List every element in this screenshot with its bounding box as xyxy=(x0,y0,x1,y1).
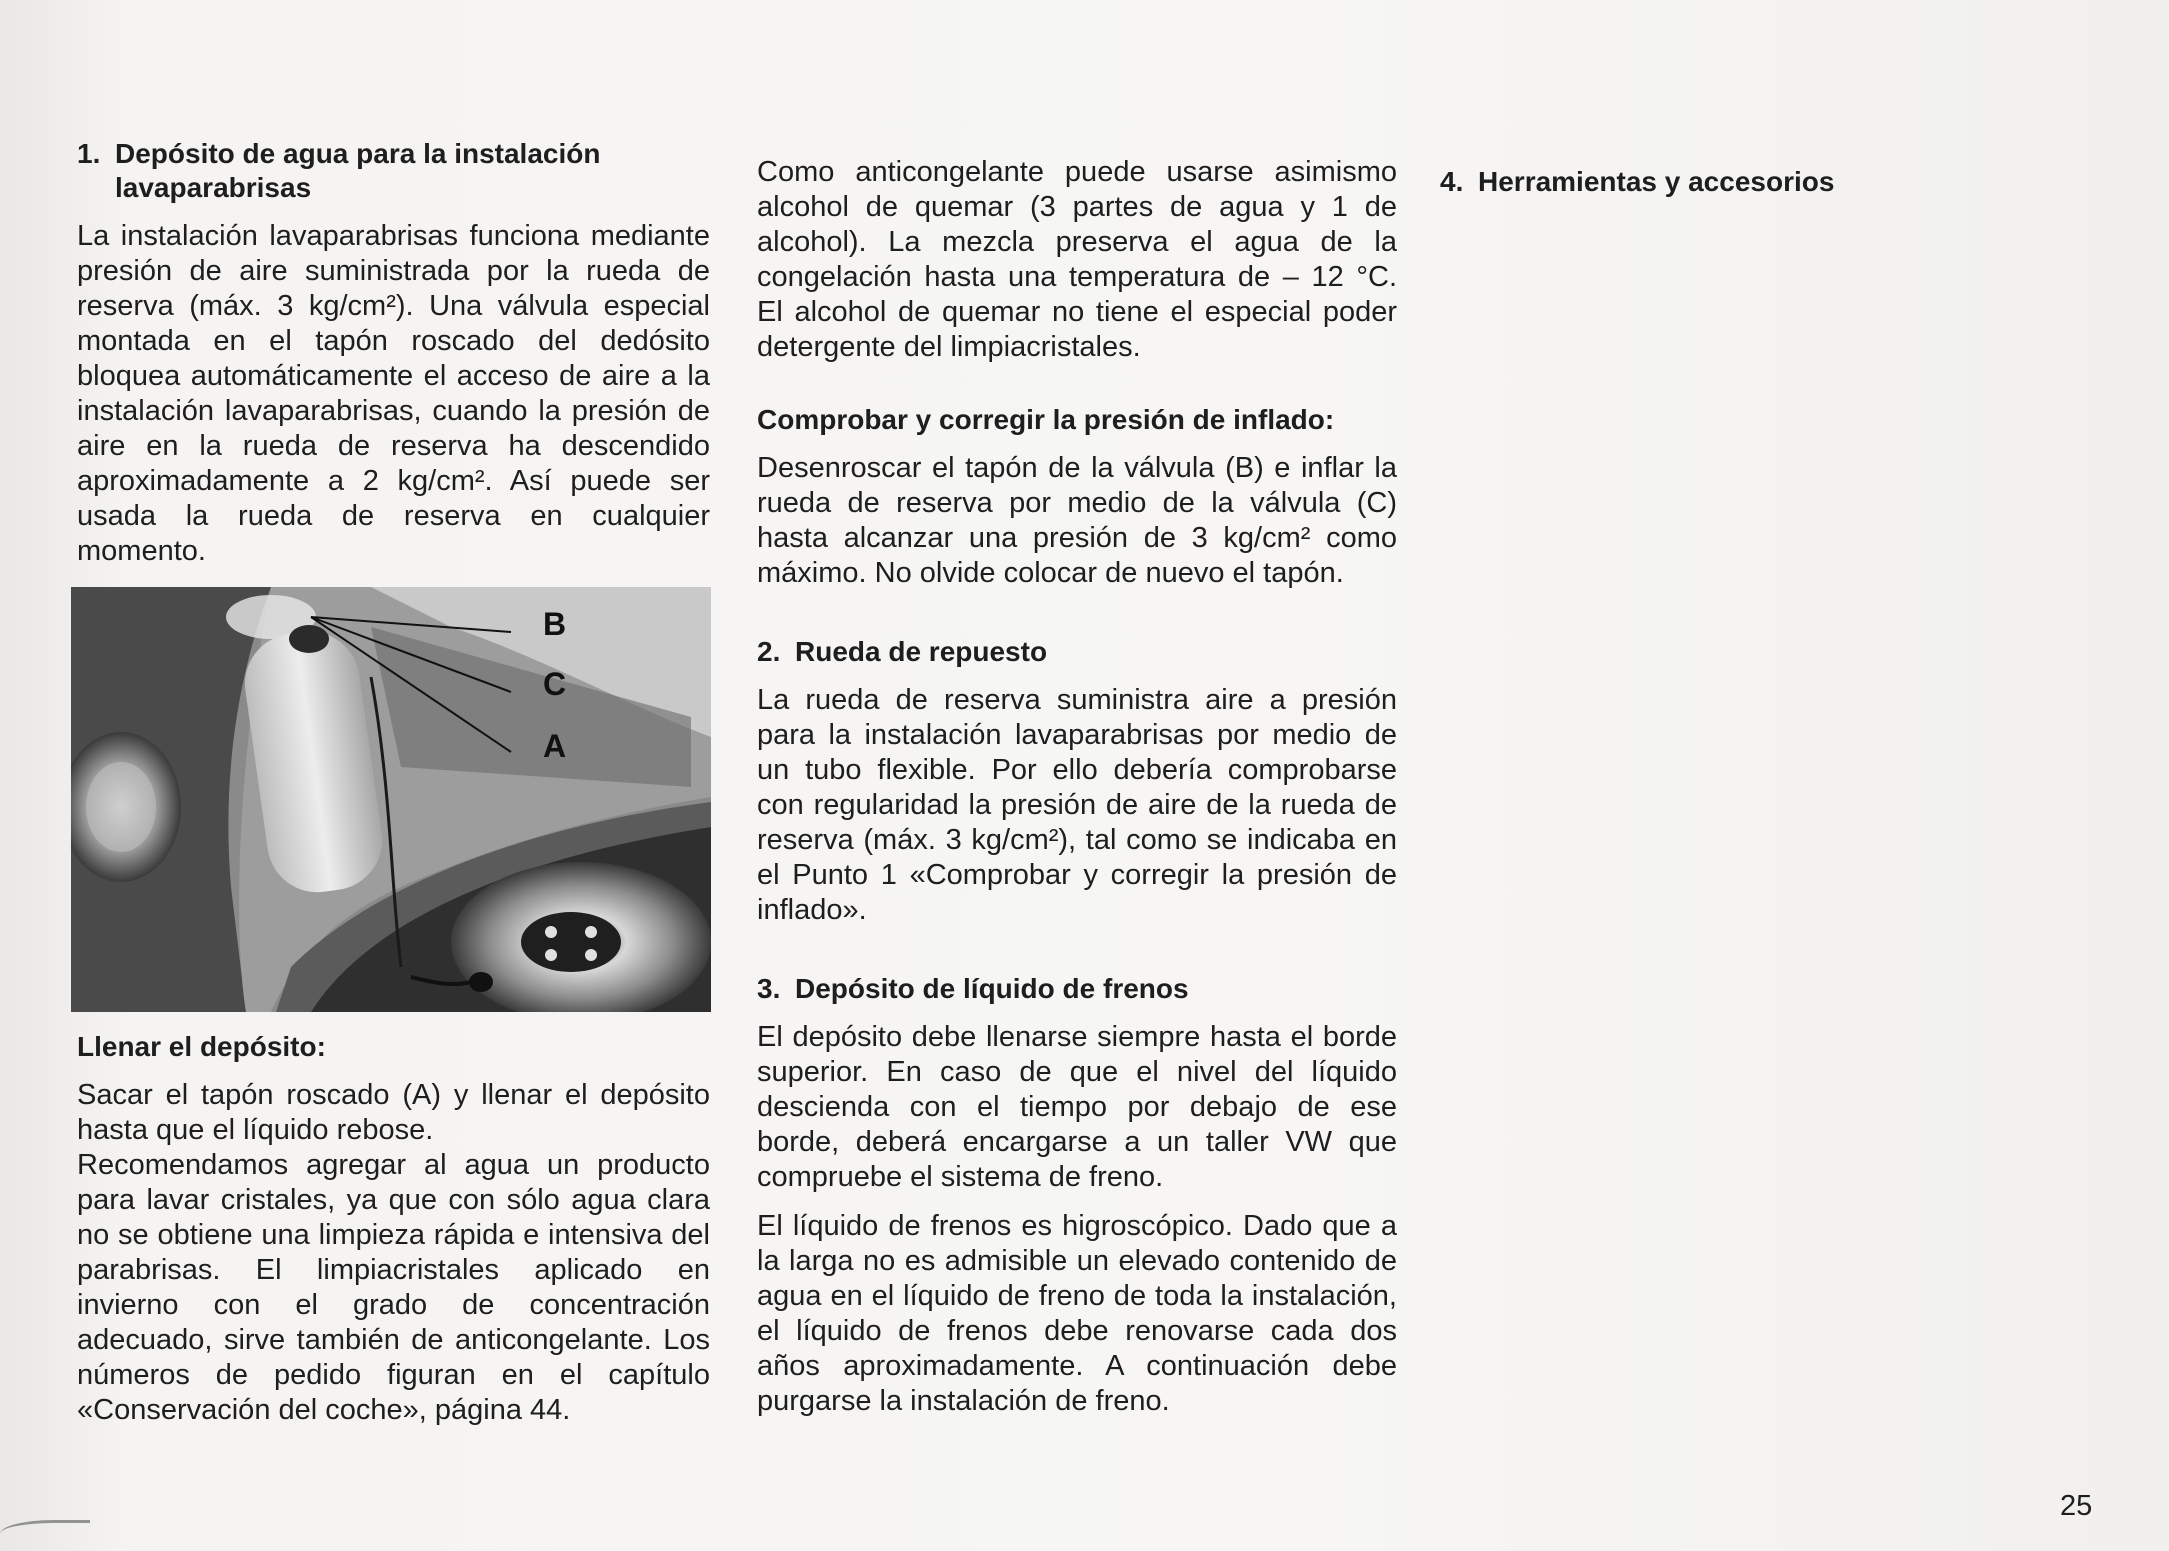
section-2-body: La rueda de reserva suministra aire a presión para la instalación lavaparabrisas por medio de un tubo flexible. Por ello debería comprobarse con regularidad la presión de aire de la rueda de reserva (máx. 3 kg/cm²), tal como se indicaba en el Punto 1 «Comprobar y corregir la presión de inflado». xyxy=(757,684,1397,926)
section-3-title: Depósito de líquido de frenos xyxy=(795,973,1189,1004)
check-pressure-body: Desenroscar el tapón de la válvula (B) e inflar la rueda de reserva por medio de la válvula (C) hasta alcanzar una presión de 3 kg/cm² como máximo. No olvide colocar de nuevo el tapón. xyxy=(757,452,1397,589)
section-4-title: Herramientas y accesorios xyxy=(1478,166,1835,197)
section-1-title-line1: Depósito de agua para la instalación xyxy=(115,138,601,169)
section-2-title: Rueda de repuesto xyxy=(795,636,1048,667)
section-1-title-line2: lavaparabrisas xyxy=(115,172,312,203)
check-pressure-heading: Comprobar y corregir la presión de inflado: xyxy=(757,404,1335,435)
washer-reservoir-illustration xyxy=(71,587,711,1012)
figure-label-b: B xyxy=(543,606,567,642)
page-edge-curl xyxy=(0,1520,90,1543)
washer-reservoir-photo xyxy=(71,587,711,1012)
section-3-paragraph-2: El líquido de frenos es higroscópico. Dado que a la larga no es admisible un elevado contenido de agua en el líquido de freno de toda la instalación, el líquido de frenos debe renovarse cada dos años aproximadamente. A continuación debe purgarse la instalación de freno. xyxy=(757,1210,1397,1417)
section-1-body: La instalación lavaparabrisas funciona mediante presión de aire suministrada por la rueda de reserva (máx. 3 kg/cm²). Una válvula especial montada en el tapón roscado del dedósito bloquea automáticamente el acceso de aire a la instalación lavaparabrisas, cuando la presión de aire en la rueda de reserva ha descendido aproximadamente a 2 kg/cm². Así puede ser usada la rueda de reserva en cualquier momento. xyxy=(77,220,710,567)
section-2-heading xyxy=(757,635,1397,669)
section-4-number: 4. xyxy=(1440,166,1464,197)
page-number: 25 xyxy=(2060,1490,2093,1522)
fill-heading: Llenar el depósito: xyxy=(77,1031,326,1062)
section-3-number: 3. xyxy=(757,973,781,1004)
column-middle xyxy=(757,155,1397,1419)
section-1-number: 1. xyxy=(77,138,101,169)
figure-label-a: A xyxy=(543,728,567,764)
fill-paragraph-1: Sacar el tapón roscado (A) y llenar el depósito hasta que el líquido rebose. xyxy=(77,1079,710,1146)
fill-paragraph-2: Recomendamos agregar al agua un producto para lavar cristales, ya que con sólo agua clara no se obtiene una limpieza rápida e intensiva del parabrisas. El limpiacristales aplicado en invierno con el grado de concentración adecuado, sirve también de anticongelante. Los números de pedido figuran en el capítulo «Conservación del coche», página 44. xyxy=(77,1149,710,1426)
figure-label-c: C xyxy=(543,666,567,702)
column-left xyxy=(77,137,710,1428)
section-3-paragraph-1: El depósito debe llenarse siempre hasta el borde superior. En caso de que el nivel del líquido descienda con el tiempo por debajo de ese borde, deberá encargarse a un taller VW que compruebe el sistema de freno. xyxy=(757,1021,1397,1193)
section-2-number: 2. xyxy=(757,636,781,667)
section-3-heading xyxy=(757,972,1397,1006)
column-right xyxy=(1440,165,2040,199)
antifreeze-paragraph: Como anticongelante puede usarse asimismo alcohol de quemar (3 partes de agua y 1 de alcohol). La mezcla preserva el agua de la congelación hasta una temperatura de – 12 °C. El alcohol de quemar no tiene el especial poder detergente del limpiacristales. xyxy=(757,156,1397,363)
section-1-heading xyxy=(77,137,710,171)
section-4-heading xyxy=(1440,165,2040,199)
